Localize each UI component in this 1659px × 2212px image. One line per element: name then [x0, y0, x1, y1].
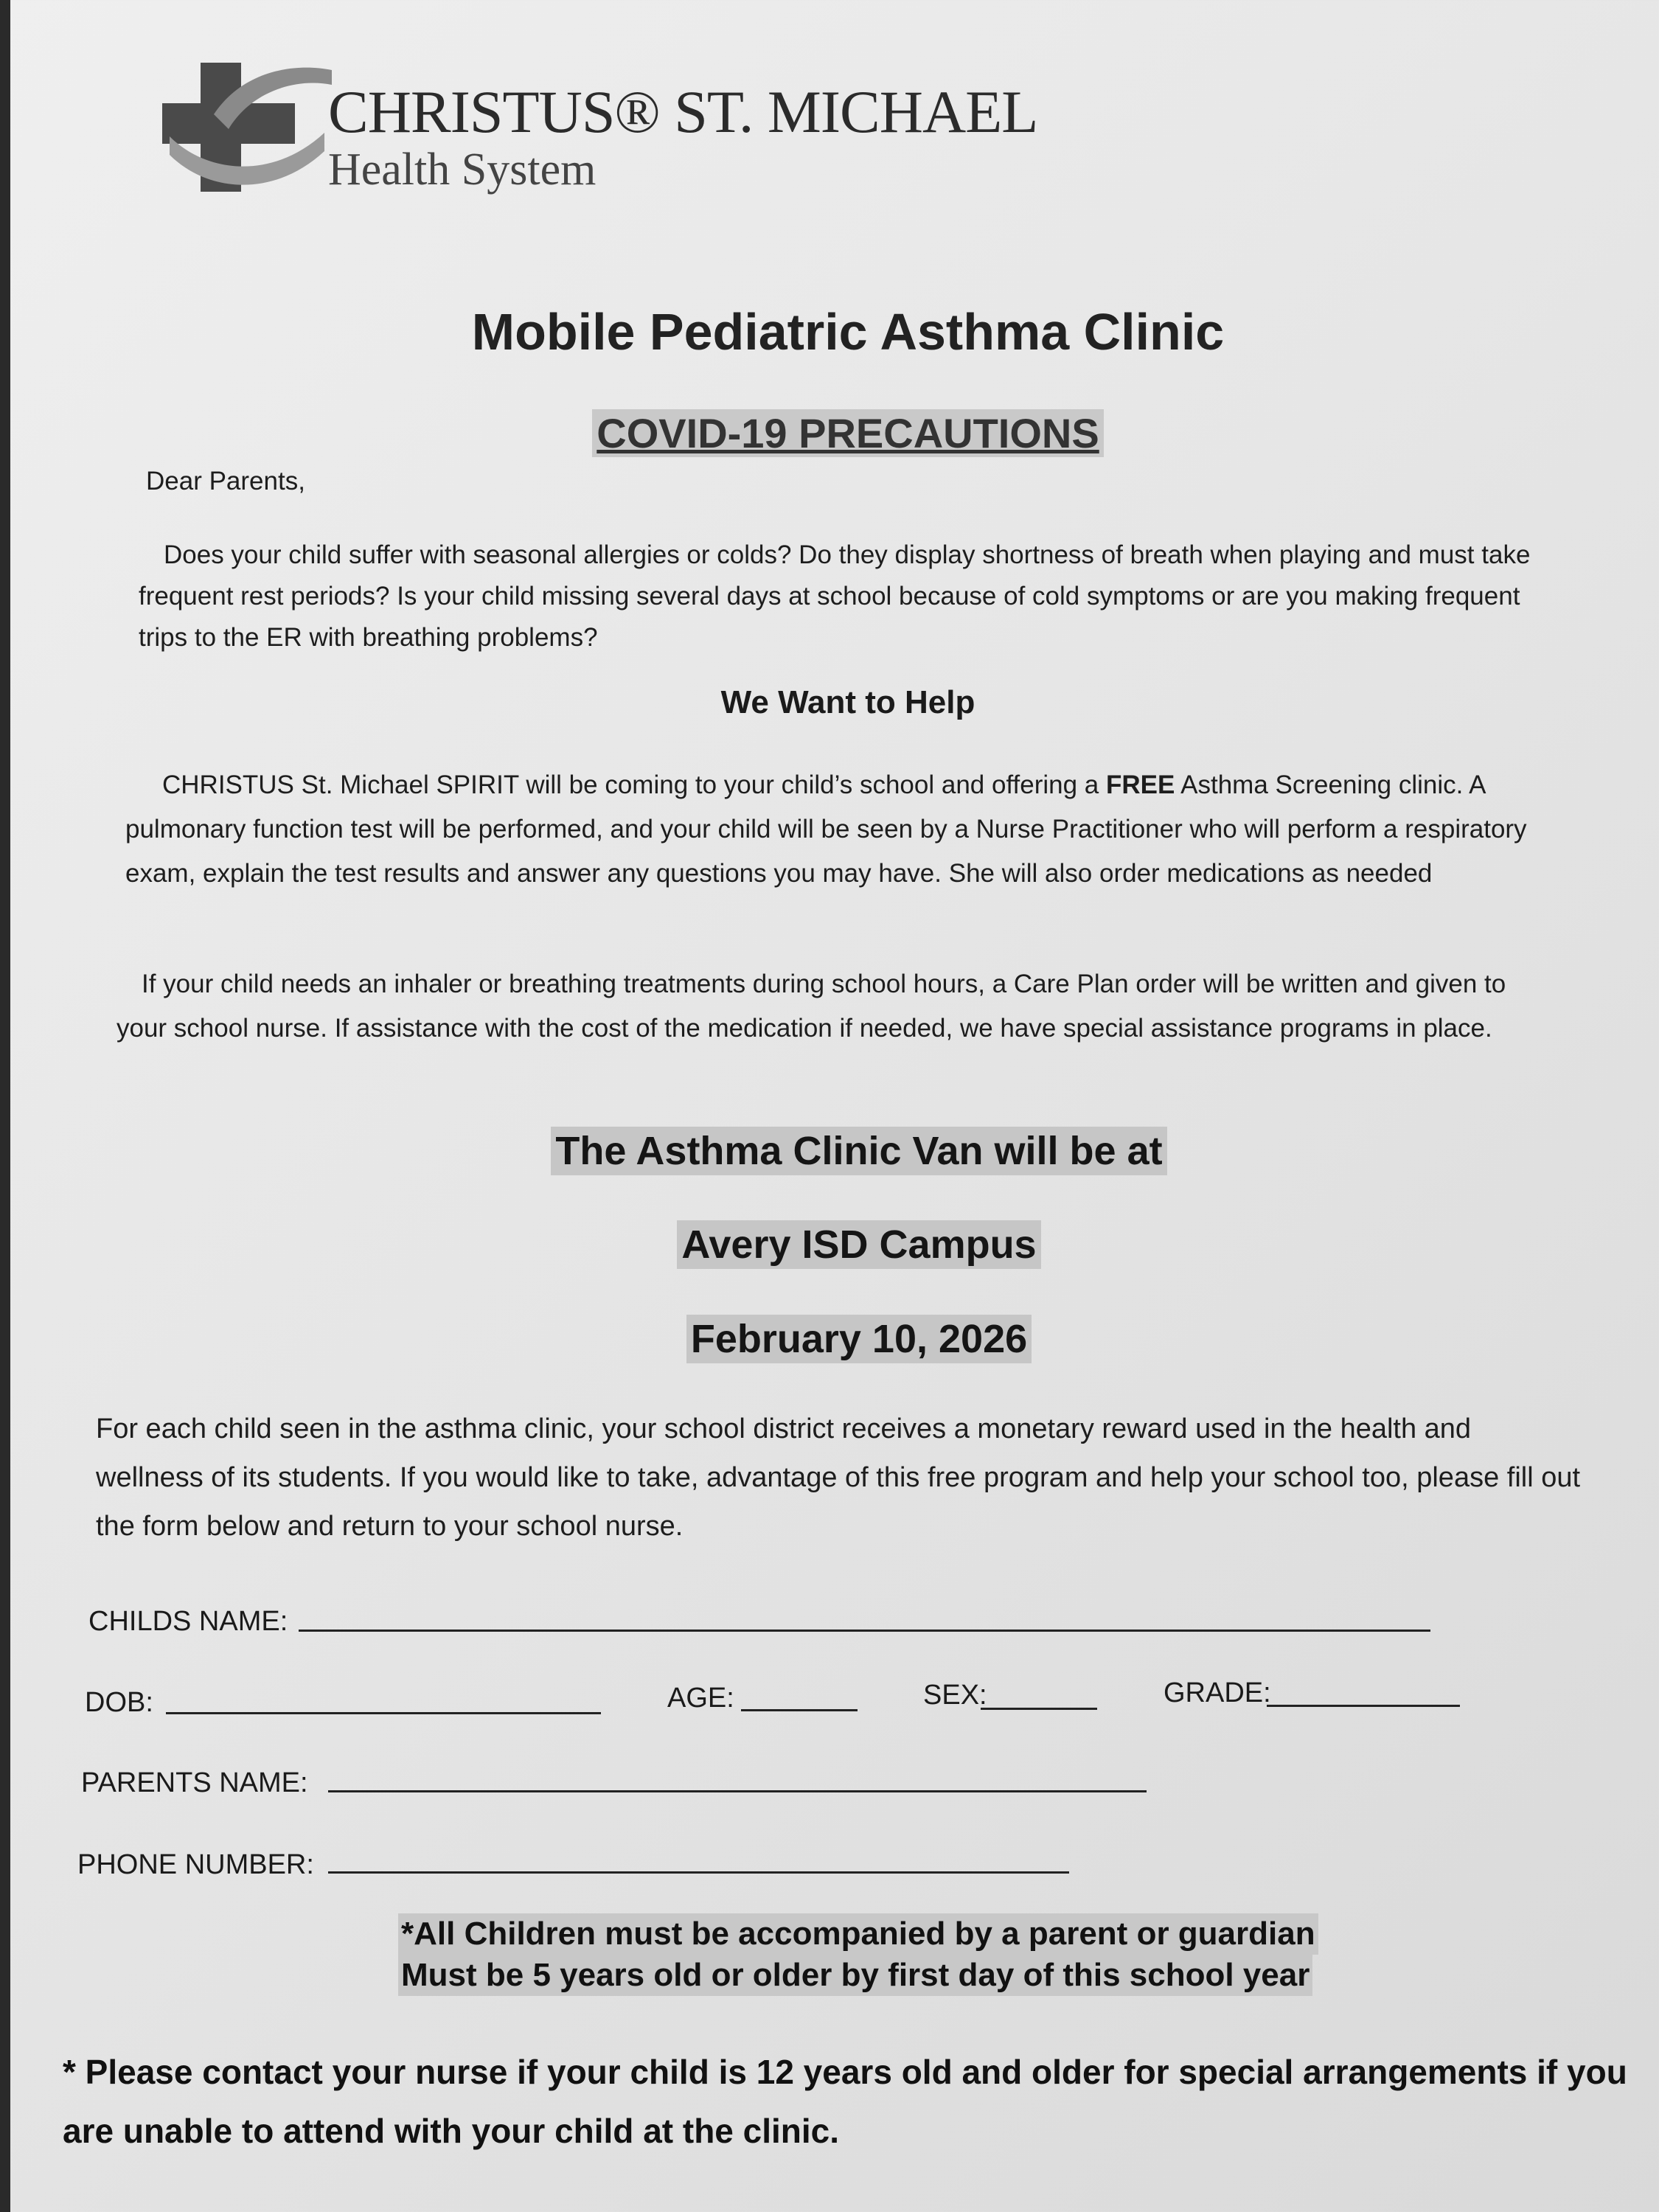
age-field[interactable]: [741, 1709, 858, 1711]
notice-line-2: Must be 5 years old or older by first day of this school year: [398, 1955, 1312, 1996]
parents-name-label: PARENTS NAME:: [81, 1767, 308, 1798]
sex-field[interactable]: [981, 1708, 1097, 1710]
page-subtitle: COVID-19 PRECAUTIONS: [592, 409, 1103, 457]
requirements-notice: [398, 1913, 1318, 1996]
salutation: Dear Parents,: [146, 467, 305, 495]
free-emphasis: FREE: [1106, 771, 1175, 799]
grade-field[interactable]: [1267, 1705, 1460, 1707]
care-plan-paragraph: If your child needs an inhaler or breathing treatments during school hours, a Care Plan order will be written and given to your school nurse. If assistance with the cost of the medication if needed, we have special assistance programs in place.: [116, 970, 1506, 1043]
screening-paragraph-end: Asthma Screening clinic. A pulmonary function test will be performed, and your child will be seen by a Nurse Practitioner who will perform a respiratory exam, explain the test results and answer any questions you may have. She will also order medications as needed: [125, 771, 1527, 888]
footnote: * Please contact your nurse if your child is 12 years old and older for special arrangements if you are unable to attend with your child at the clinic.: [63, 2053, 1627, 2150]
screening-paragraph: [125, 763, 1563, 896]
logo-name: CHRISTUS® ST. MICHAEL: [328, 78, 1038, 145]
page-title: Mobile Pediatric Asthma Clinic: [471, 303, 1225, 361]
van-text: The Asthma Clinic Van will be at: [551, 1127, 1166, 1175]
dob-label: DOB:: [85, 1687, 153, 1718]
notice-line-1: *All Children must be accompanied by a parent or guardian: [398, 1913, 1318, 1955]
child-name-field[interactable]: [299, 1630, 1430, 1632]
dob-field[interactable]: [166, 1712, 601, 1714]
phone-field[interactable]: [328, 1871, 1069, 1874]
date-line: [0, 1315, 1659, 1363]
child-name-label: CHILDS NAME:: [88, 1606, 288, 1637]
closing-paragraph: For each child seen in the asthma clinic, your school district receives a monetary reward used in the health and wellness of its students. If you would like to take, advantage of this free program and help your school too, please fill out the form below and return to your school nurse.: [96, 1413, 1581, 1542]
subtitle-wrap: [0, 409, 1659, 457]
event-location: Avery ISD Campus: [677, 1220, 1040, 1269]
event-date: February 10, 2026: [686, 1315, 1032, 1363]
phone-label: PHONE NUMBER:: [77, 1849, 314, 1880]
cross-swoosh-logo-icon: [162, 63, 332, 192]
parents-name-field[interactable]: [328, 1790, 1147, 1792]
christus-logo: [162, 63, 1084, 203]
intro-paragraph: Does your child suffer with seasonal allergies or colds? Do they display shortness of breath when playing and must take frequent rest periods? Is your child missing several days at school because of cold symptoms or are you making frequent trips to the ER with breathing problems?: [139, 540, 1531, 652]
logo-subtitle: Health System: [328, 145, 597, 195]
help-heading: We Want to Help: [720, 684, 975, 720]
sex-label: SEX:: [923, 1680, 987, 1711]
grade-label: GRADE:: [1164, 1677, 1271, 1708]
van-line: [0, 1127, 1659, 1175]
location-line: [0, 1220, 1659, 1269]
age-label: AGE:: [667, 1683, 734, 1714]
screening-paragraph-start: CHRISTUS St. Michael SPIRIT will be coming to your child’s school and offering a: [162, 771, 1106, 799]
